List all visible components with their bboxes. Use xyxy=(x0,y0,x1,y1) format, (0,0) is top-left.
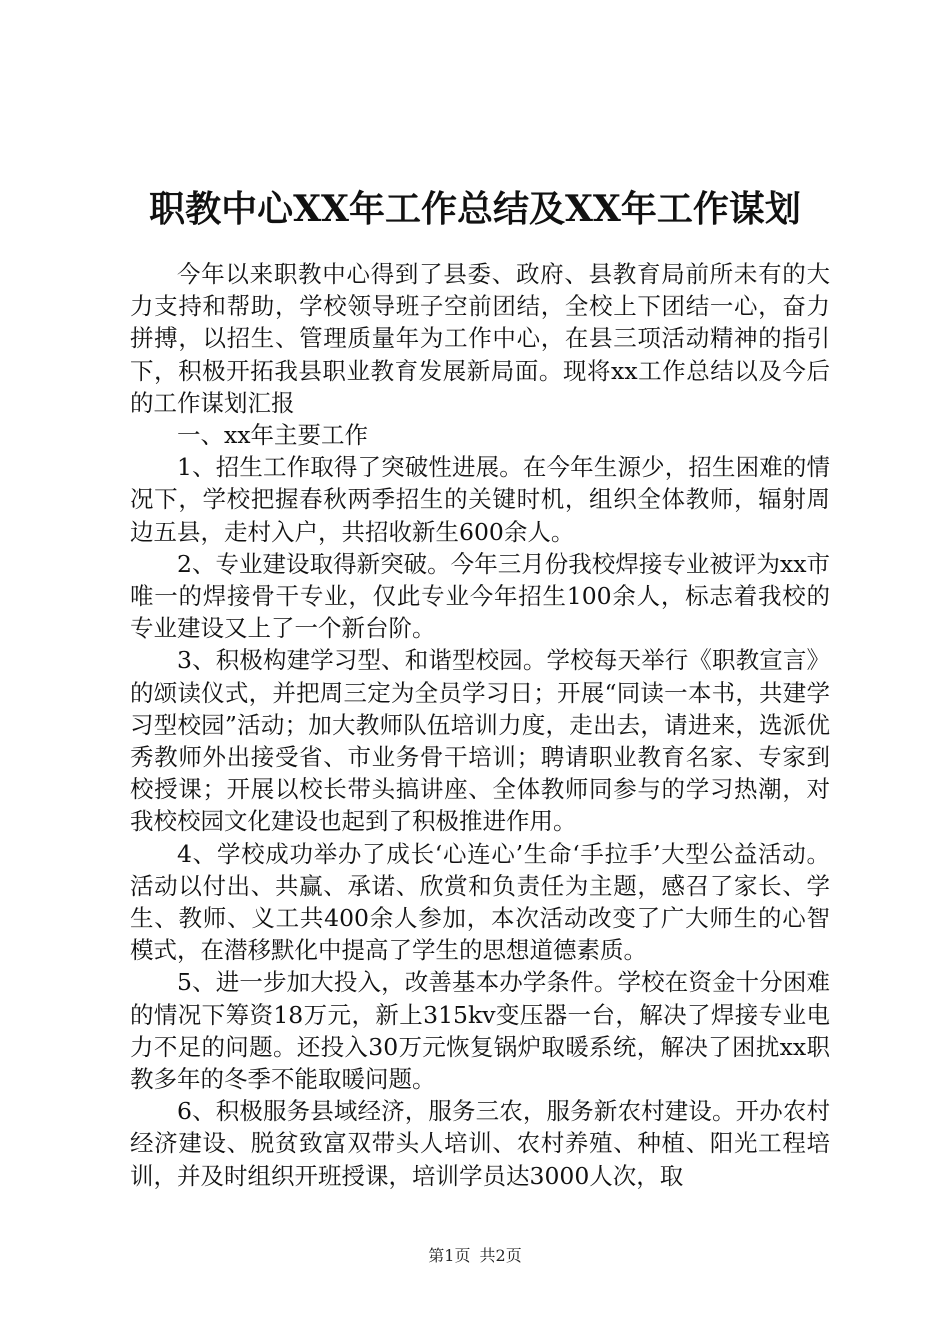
document-body xyxy=(130,258,830,1192)
paragraph-item-4: 4、学校成功举办了成长‘心连心’生命‘手拉手’大型公益活动。活动以付出、共赢、承诺、欣赏和负责任为主题，感召了家长、学生、教师、义工共400余人参加，本次活动改变了广大师生的心智模式，在潜移默化中提高了学生的思想道德素质。 xyxy=(130,839,830,965)
paragraph-item-3: 3、积极构建学习型、和谐型校园。学校每天举行《职教宣言》的颂读仪式，并把周三定为全员学习日；开展“同读一本书，共建学习型校园”活动；加大教师队伍培训力度，走出去，请进来，选派优秀教师外出接受省、市业务骨干培训；聘请职业教育名家、专家到校授课；开展以校长带头搞讲座、全体教师同参与的学习热潮，对我校校园文化建设也起到了积极推进作用。 xyxy=(130,646,830,836)
section-heading: 一、xx年主要工作 xyxy=(177,421,369,450)
page-number: 第1页 xyxy=(428,1246,471,1265)
paragraph-item-1: 1、招生工作取得了突破性进展。在今年生源少，招生困难的情况下，学校把握春秋两季招生的关键时机，组织全体教师，辐射周边五县，走村入户，共招收新生600余人。 xyxy=(130,453,830,546)
paragraph-item-6: 6、积极服务县域经济，服务三农，服务新农村建设。开办农村经济建设、脱贫致富双带头人培训、农村养殖、种植、阳光工程培训，并及时组织开班授课，培训学员达3000人次，取 xyxy=(130,1097,830,1190)
page-total: 共2页 xyxy=(479,1246,522,1265)
paragraph-item-2: 2、专业建设取得新突破。今年三月份我校焊接专业被评为xx市唯一的焊接骨干专业，仅此专业今年招生100余人，标志着我校的专业建设又上了一个新台阶。 xyxy=(130,549,830,643)
document-title: 职教中心XX年工作总结及XX年工作谋划 xyxy=(149,188,801,230)
intro-paragraph: 今年以来职教中心得到了县委、政府、县教育局前所未有的大力支持和帮助，学校领导班子空前团结，全校上下团结一心，奋力拼搏，以招生、管理质量年为工作中心，在县三项活动精神的指引下，积极开拓我县职业教育发展新局面。现将xx工作总结以及今后的工作谋划汇报 xyxy=(130,260,830,417)
paragraph-item-5: 5、进一步加大投入，改善基本办学条件。学校在资金十分困难的情况下筹资18万元，新上315kv变压器一台，解决了焊接专业电力不足的问题。还投入30万元恢复锅炉取暖系统，解决了困扰xx职教多年的冬季不能取暖问题。 xyxy=(130,968,830,1094)
page-footer xyxy=(0,1244,950,1268)
